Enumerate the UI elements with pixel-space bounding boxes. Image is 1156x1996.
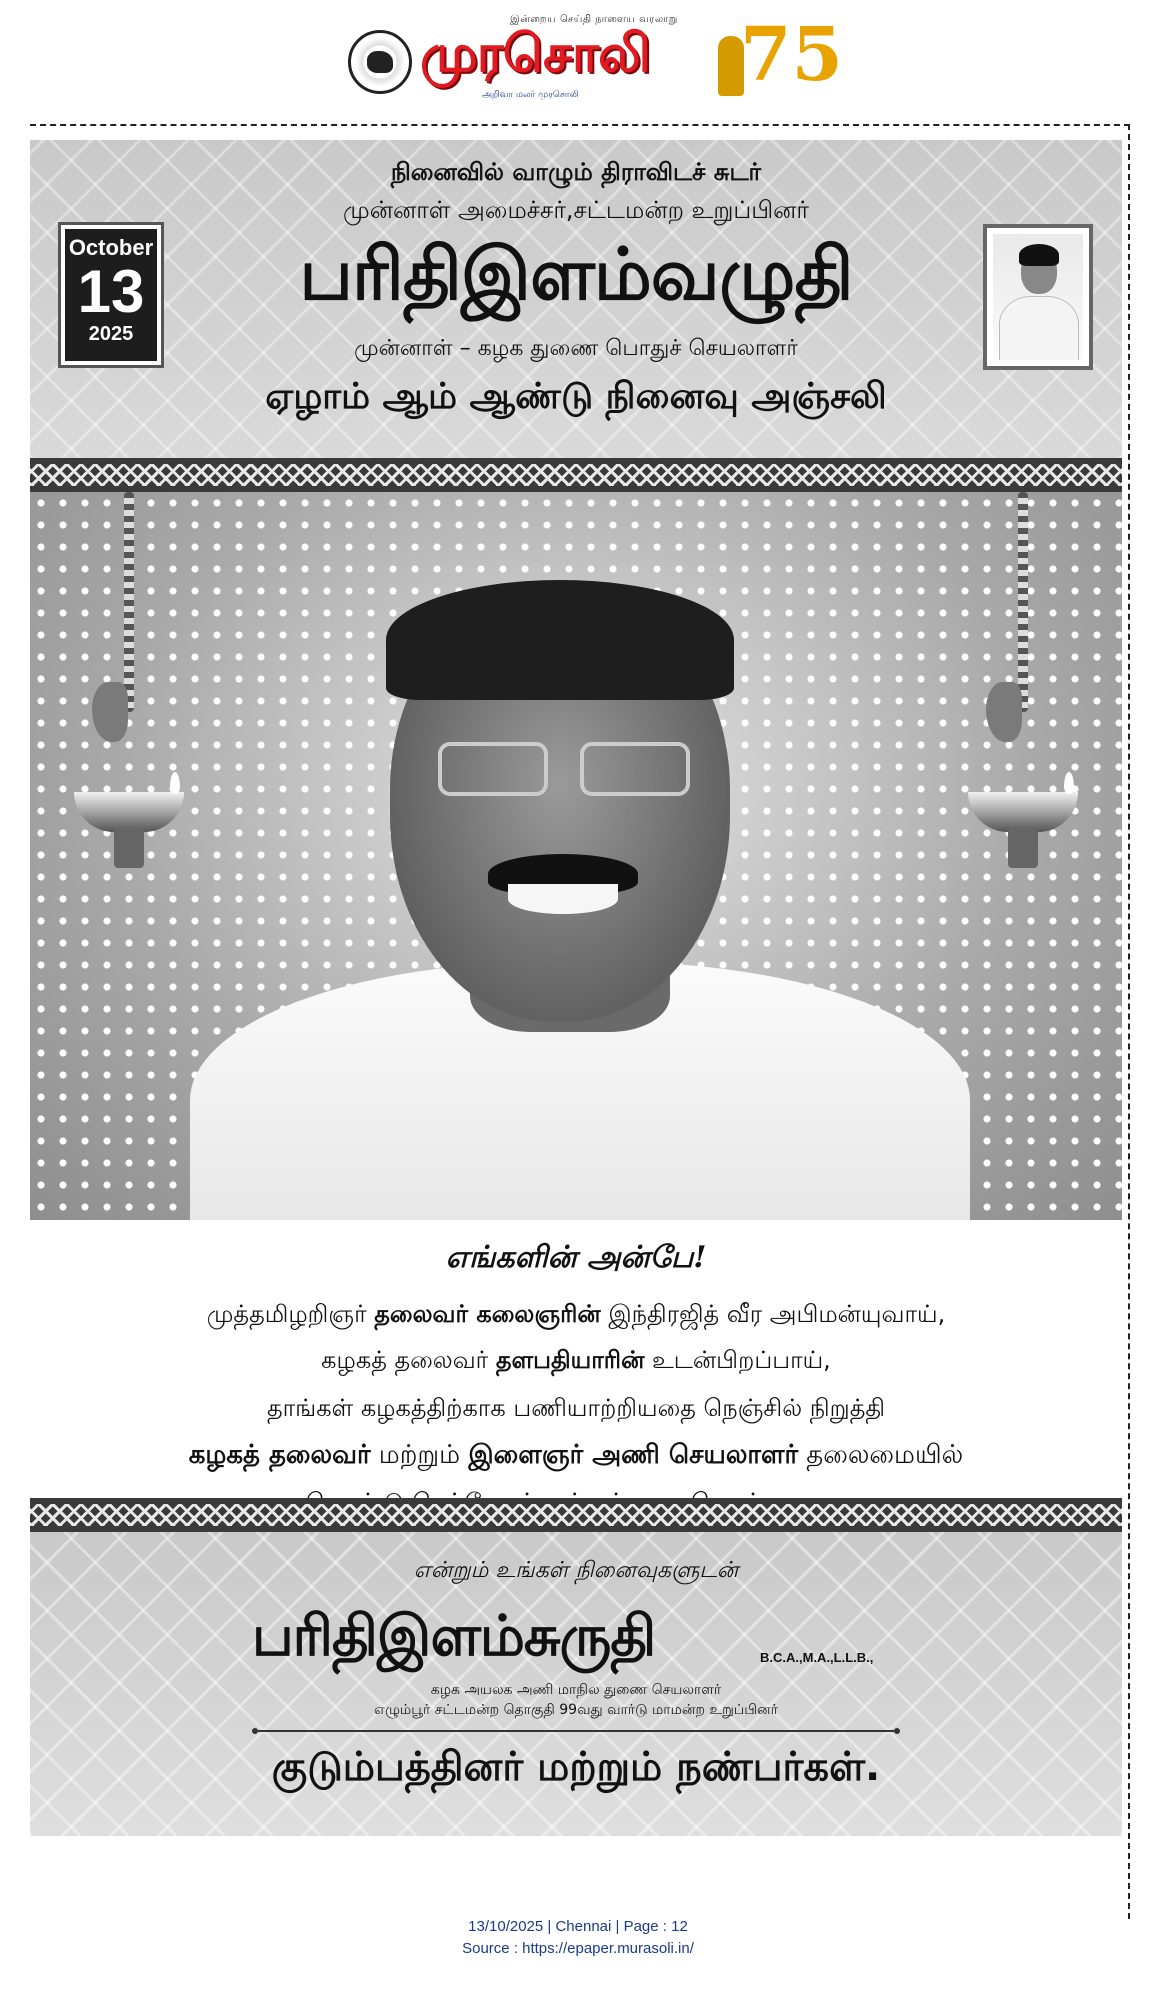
date-day: 13 <box>77 258 145 325</box>
family-and-friends: குடும்பத்தினர் மற்றும் நண்பர்கள். <box>271 1744 881 1790</box>
sender-role-1: கழக அயலக அணி மாநில துணை செயலாளர் <box>430 1682 722 1698</box>
tribute-message <box>30 1220 1122 1498</box>
masthead-subtitle: அறிவா மலர் முரசொலி <box>482 90 579 100</box>
masthead-tagline: இன்றைய செய்தி நாளைய வரலாறு <box>510 14 678 25</box>
message-line-3: தாங்கள் கழகத்திற்காக பணியாற்றியதை நெஞ்சில் நிறுத்தி <box>267 1394 885 1422</box>
page-footer-source: Source : https://epaper.murasoli.in/ <box>462 1940 694 1957</box>
ad-header <box>30 140 1122 458</box>
page-footer-date-page: 13/10/2025 | Chennai | Page : 12 <box>468 1918 688 1935</box>
clipping-border-top <box>30 124 1130 126</box>
honoree-name: பரிதிஇளம்வழுதி <box>299 232 853 316</box>
header-line-2: முன்னாள் அமைச்சர்,சட்டமன்ற உறுப்பினர் <box>343 196 809 224</box>
main-portrait-area <box>30 492 1122 1220</box>
message-line-1: முத்தமிழறிஞர் தலைவர் கலைஞரின் இந்திரஜித் வீர அபிமன்யுவாய், <box>206 1300 946 1328</box>
decorative-border-bottom <box>30 1498 1122 1532</box>
header-line-4: ஏழாம் ஆம் ஆண்டு நினைவு அஞ்சலி <box>265 376 887 417</box>
header-line-1: நினைவில் வாழும் திராவிடச் சுடர் <box>390 158 762 186</box>
header-line-3: முன்னாள் – கழக துணை பொதுச் செயலாளர் <box>354 336 798 361</box>
footer-divider <box>258 1730 894 1732</box>
memorial-advertisement <box>30 140 1122 1836</box>
hanging-lamp-right-icon <box>968 492 1078 872</box>
small-portrait-photo <box>983 224 1093 370</box>
masthead <box>340 12 843 100</box>
footer-script-line: என்றும் உங்கள் நினைவுகளுடன் <box>413 1558 739 1583</box>
message-line-4: கழகத் தலைவர் மற்றும் இளைஞர் அணி செயலாளர் தலைமையில் <box>188 1440 964 1470</box>
sender-role-2: எழும்பூர் சட்டமன்ற தொகுதி 99வது வார்டு மாமன்ற உறுப்பினர் <box>374 1702 778 1718</box>
anniversary-number: 75 <box>740 12 843 98</box>
date-month: October <box>68 235 154 260</box>
date-year: 2025 <box>88 323 134 345</box>
party-emblem-icon <box>348 30 412 94</box>
sender-degree: B.C.A.,M.A.,L.L.B., <box>760 1650 874 1665</box>
anniversary-logo <box>718 12 843 100</box>
ad-footer <box>30 1532 1122 1836</box>
masthead-title: முரசொலி <box>420 24 650 84</box>
clipping-border-right <box>1128 124 1130 1919</box>
hanging-lamp-left-icon <box>74 492 184 872</box>
sender-name: பரிதிஇளம்சுருதி <box>252 1604 656 1669</box>
message-title: எங்களின் அன்பே! <box>445 1240 707 1275</box>
main-portrait-photo <box>190 532 970 1220</box>
decorative-border-top <box>30 458 1122 492</box>
message-line-2: கழகத் தலைவர் தளபதியாரின் உடன்பிறப்பாய், <box>321 1346 831 1374</box>
